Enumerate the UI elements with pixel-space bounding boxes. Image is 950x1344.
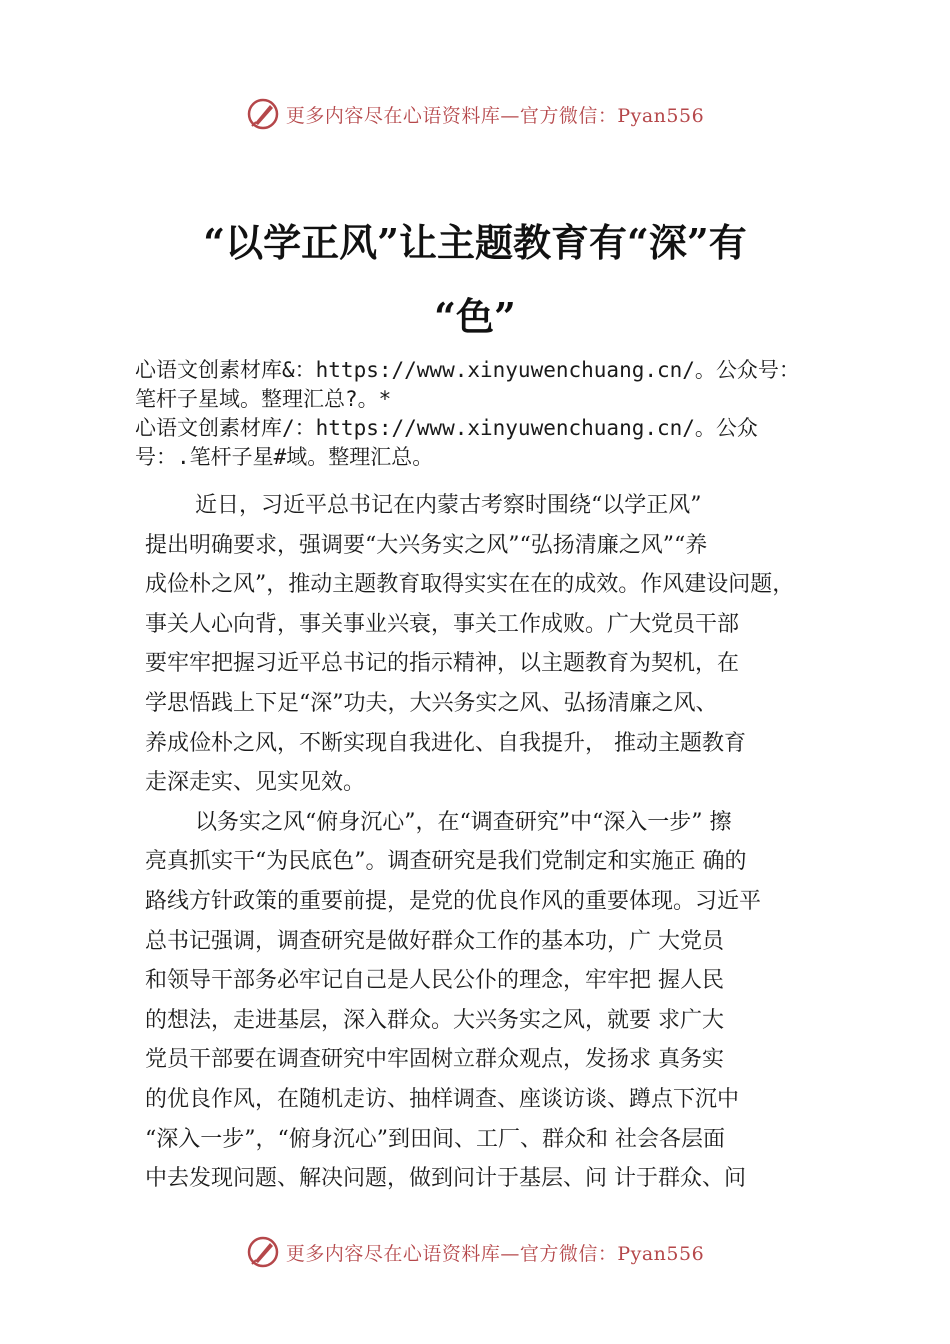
source-line: 心语文创素材库/：https://www.xinyuwenchuang.cn/。公众 <box>135 416 758 440</box>
paragraph-line: 成俭朴之风”，推动主题教育取得实实在在的成效。作风建设问题， <box>145 572 795 598</box>
header-banner <box>0 94 950 134</box>
paragraph-line: 要牢牢把握习近平总书记的指示精神，以主题教育为契机，在 <box>145 651 740 677</box>
paragraph-line: 走深走实、见实见效。 <box>145 770 366 796</box>
paragraph-line: 党员干部要在调查研究中牢固树立群众观点，发扬求 真务实 <box>145 1047 724 1073</box>
paragraph-line: 学思悟践上下足“深”功夫，大兴务实之风、弘扬清廉之风、 <box>145 690 718 716</box>
quill-pen-seal-icon <box>246 1235 280 1269</box>
quill-pen-seal-icon <box>246 97 280 131</box>
document-title-line-1: “以学正风”让主题教育有“深”有 <box>203 220 747 265</box>
paragraph-line: 事关人心向背，事关事业兴衰，事关工作成败。广大党员干部 <box>145 611 740 637</box>
paragraph-line: 中去发现问题、解决问题，做到问计于基层、问 计于群众、问 <box>145 1166 746 1192</box>
paragraph-line: 亮真抓实干“为民底色”。调查研究是我们党制定和实施正 确的 <box>145 849 747 875</box>
paragraph-line: 提出明确要求，强调要“大兴务实之风”“弘扬清廉之风”“养 <box>145 532 708 558</box>
paragraph-line: “深入一步”，“俯身沉心”到田间、工厂、群众和 社会各层面 <box>145 1126 725 1152</box>
paragraph-line: 和领导干部务必牢记自己是人民公仆的理念，牢牢把 握人民 <box>145 968 724 994</box>
document-body <box>145 486 845 1199</box>
source-note-1 <box>135 356 865 414</box>
source-line: 笔杆子星域。整理汇总?。* <box>135 387 392 411</box>
paragraph-line: 的优良作风，在随机走访、抽样调查、座谈访谈、蹲点下沉中 <box>145 1086 740 1112</box>
footer-banner <box>0 1232 950 1272</box>
paragraph-line: 以务实之风“俯身沉心”，在“调查研究”中“深入一步” 擦 <box>195 809 732 835</box>
banner-text: 更多内容尽在心语资料库—官方微信：Pyan556 <box>285 104 705 127</box>
paragraph-line: 近日，习近平总书记在内蒙古考察时围绕“以学正风” <box>195 493 702 518</box>
paragraph-line: 路线方针政策的重要前提，是党的优良作风的重要体现。习近平 <box>145 888 762 914</box>
paragraph-line: 总书记强调，调查研究是做好群众工作的基本功，广 大党员 <box>145 928 724 954</box>
source-line: 心语文创素材库&：https://www.xinyuwenchuang.cn/。公众号： <box>135 358 800 382</box>
paragraph-line: 的想法，走进基层，深入群众。大兴务实之风，就要 求广大 <box>145 1007 724 1033</box>
source-line: 号：.笔杆子星#域。整理汇总。 <box>135 445 434 469</box>
source-note-2 <box>135 414 865 472</box>
document-title-line-2: “色” <box>434 294 516 339</box>
banner-text: 更多内容尽在心语资料库—官方微信：Pyan556 <box>285 1242 705 1265</box>
paragraph-line: 养成俭朴之风，不断实现自我进化、自我提升， 推动主题教育 <box>145 730 746 756</box>
